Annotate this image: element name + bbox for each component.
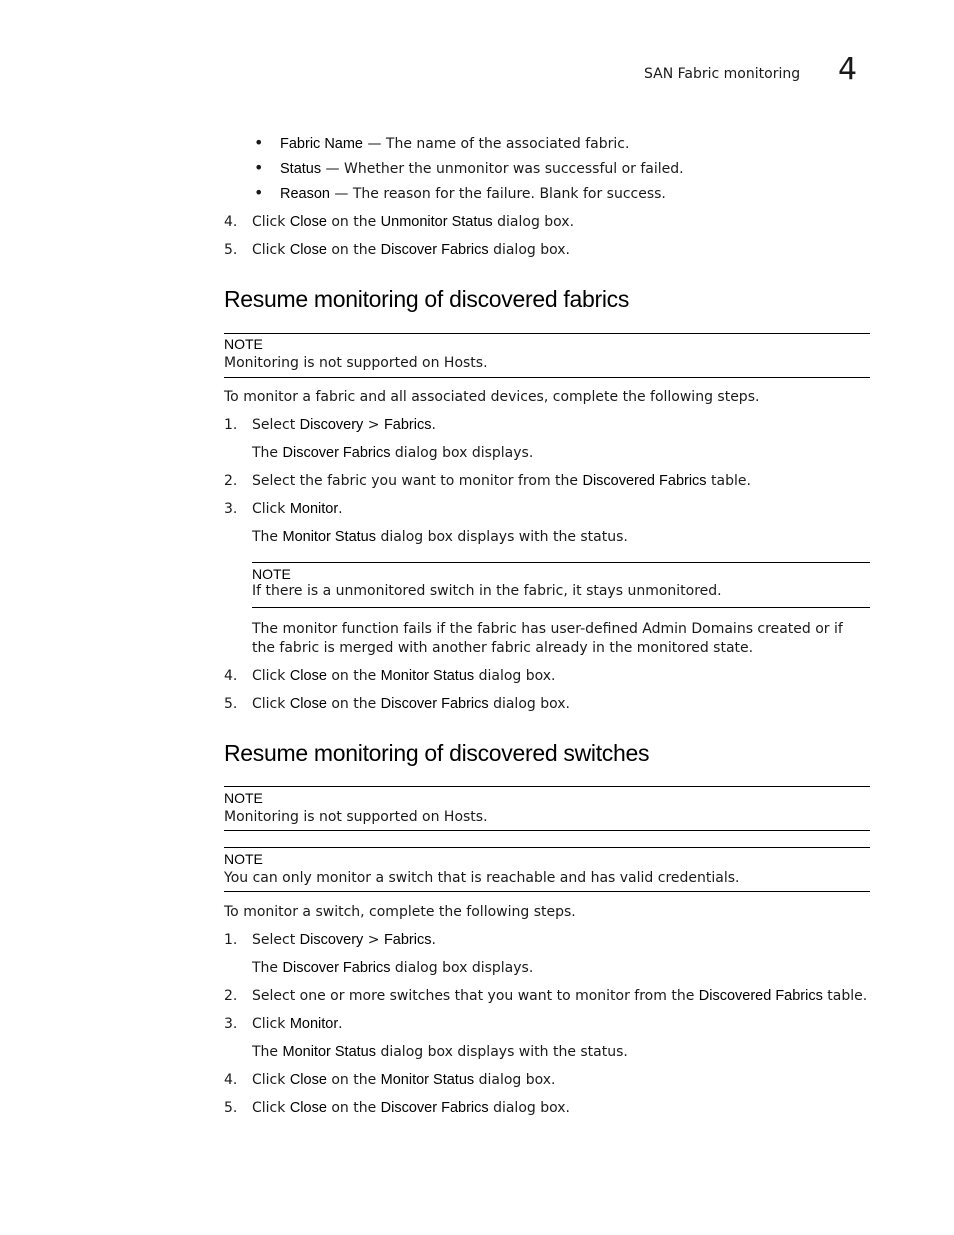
bullet-dot: • bbox=[254, 133, 264, 152]
ui-term: Close bbox=[289, 1100, 327, 1116]
text-run: Click bbox=[252, 501, 290, 517]
bullet-dot: • bbox=[254, 183, 264, 202]
ui-term: Monitor Status bbox=[282, 529, 376, 545]
text-run: dialog box displays. bbox=[390, 960, 534, 976]
note-rule-bottom bbox=[224, 377, 870, 378]
step-text bbox=[252, 695, 570, 713]
note-rule-top bbox=[224, 786, 870, 787]
text-run: Click bbox=[252, 214, 290, 230]
fail-paragraph: The monitor function fails if the fabric has user-defined Admin Domains created or if the fabric is merged with another fabric already in the monitored state. bbox=[252, 621, 843, 656]
step-number: 4. bbox=[224, 1072, 238, 1088]
text-run: Select bbox=[252, 417, 300, 433]
step-text bbox=[252, 416, 436, 434]
text-run: dialog box. bbox=[488, 242, 570, 258]
ui-term: Discovery bbox=[299, 932, 364, 948]
bullet-item bbox=[280, 135, 629, 153]
step-number: 5. bbox=[224, 1100, 238, 1116]
ui-term: Close bbox=[289, 214, 327, 230]
ui-term: Monitor bbox=[289, 1016, 339, 1032]
text-run: . bbox=[338, 1016, 343, 1032]
ui-term: Fabric Name bbox=[280, 136, 363, 152]
step-number: 2. bbox=[224, 988, 238, 1004]
note-text: You can only monitor a switch that is reachable and has valid credentials. bbox=[224, 870, 740, 886]
ui-term: Close bbox=[289, 696, 327, 712]
ui-term: Monitor bbox=[289, 501, 339, 517]
text-run: dialog box. bbox=[474, 668, 556, 684]
bullet-desc: — The name of the associated fabric. bbox=[363, 136, 630, 152]
step-number: 5. bbox=[224, 696, 238, 712]
text-run: table. bbox=[822, 988, 868, 1004]
text-run: Select one or more switches that you want to monitor from the bbox=[252, 988, 699, 1004]
text-run: > bbox=[363, 417, 384, 433]
ui-term: Discover Fabrics bbox=[282, 445, 391, 461]
step-text bbox=[252, 1015, 343, 1033]
text-run: dialog box. bbox=[474, 1072, 556, 1088]
step-number: 4. bbox=[224, 668, 238, 684]
text-run: table. bbox=[706, 473, 751, 489]
ui-term: Monitor Status bbox=[380, 1072, 475, 1088]
text-run: . bbox=[431, 417, 436, 433]
text-run: dialog box. bbox=[488, 696, 570, 712]
text-run: Select the fabric you want to monitor from the bbox=[252, 473, 583, 489]
text-run: Select bbox=[252, 932, 300, 948]
text-run: dialog box. bbox=[488, 1100, 570, 1116]
note-rule-top bbox=[224, 847, 870, 848]
note-rule-top bbox=[224, 333, 870, 334]
step-text bbox=[252, 1099, 570, 1117]
step-result bbox=[252, 959, 533, 977]
ui-term: Fabrics bbox=[383, 417, 432, 433]
bullet-item bbox=[280, 160, 684, 178]
note-label: NOTE bbox=[252, 566, 291, 582]
step-text bbox=[252, 241, 570, 259]
text-run: on the bbox=[326, 1072, 381, 1088]
ui-term: Close bbox=[289, 668, 327, 684]
step-number: 3. bbox=[224, 501, 238, 517]
note-rule-top bbox=[252, 562, 870, 563]
note-label: NOTE bbox=[224, 336, 263, 352]
note-text: Monitoring is not supported on Hosts. bbox=[224, 355, 488, 371]
ui-term: Discover Fabrics bbox=[380, 242, 489, 258]
ui-term: Close bbox=[289, 242, 327, 258]
text-run: Click bbox=[252, 1016, 290, 1032]
ui-term: Discovery bbox=[299, 417, 364, 433]
text-run: The bbox=[252, 960, 283, 976]
ui-term: Discovered Fabrics bbox=[698, 988, 823, 1004]
text-run: . bbox=[338, 501, 343, 517]
step-number: 5. bbox=[224, 242, 238, 258]
bullet-dot: • bbox=[254, 158, 264, 177]
chapter-number: 4 bbox=[838, 52, 858, 87]
note-label: NOTE bbox=[224, 790, 263, 806]
text-run: on the bbox=[326, 696, 381, 712]
step-number: 4. bbox=[224, 214, 238, 230]
text-run: Click bbox=[252, 668, 290, 684]
step-number: 1. bbox=[224, 417, 238, 433]
note-label: NOTE bbox=[224, 851, 263, 867]
text-run: . bbox=[431, 932, 436, 948]
text-run: Click bbox=[252, 1072, 290, 1088]
section-heading-fabrics: Resume monitoring of discovered fabrics bbox=[224, 286, 630, 312]
ui-term: Discovered Fabrics bbox=[582, 473, 707, 489]
text-run: Click bbox=[252, 1100, 290, 1116]
intro-text: To monitor a fabric and all associated devices, complete the following steps. bbox=[224, 389, 760, 405]
step-text bbox=[252, 931, 436, 949]
text-run: dialog box displays. bbox=[390, 445, 534, 461]
section-heading-switches: Resume monitoring of discovered switches bbox=[224, 740, 650, 766]
step-text bbox=[252, 472, 751, 490]
running-header-title: SAN Fabric monitoring bbox=[644, 66, 801, 82]
step-number: 1. bbox=[224, 932, 238, 948]
note-rule-bottom bbox=[224, 830, 870, 831]
step-text bbox=[252, 987, 867, 1005]
text-run: Click bbox=[252, 696, 290, 712]
intro-text: To monitor a switch, complete the following steps. bbox=[224, 904, 576, 920]
step-number: 2. bbox=[224, 473, 238, 489]
text-run: on the bbox=[326, 214, 381, 230]
text-run: on the bbox=[326, 1100, 381, 1116]
bullet-desc: — Whether the unmonitor was successful or failed. bbox=[321, 161, 684, 177]
bullet-item bbox=[280, 185, 666, 203]
step-result bbox=[252, 444, 533, 462]
note-text: Monitoring is not supported on Hosts. bbox=[224, 809, 488, 825]
ui-term: Close bbox=[289, 1072, 327, 1088]
note-text: If there is a unmonitored switch in the fabric, it stays unmonitored. bbox=[252, 583, 722, 599]
step-text bbox=[252, 213, 574, 231]
note-rule-bottom bbox=[252, 607, 870, 608]
ui-term: Reason bbox=[280, 186, 330, 202]
text-run: dialog box. bbox=[492, 214, 575, 230]
text-run: > bbox=[363, 932, 384, 948]
step-text bbox=[252, 1071, 556, 1089]
text-run: dialog box displays with the status. bbox=[376, 1044, 628, 1060]
text-run: dialog box displays with the status. bbox=[376, 529, 628, 545]
text-run: on the bbox=[326, 668, 381, 684]
note-rule-bottom bbox=[224, 891, 870, 892]
step-text bbox=[252, 667, 556, 685]
ui-term: Status bbox=[280, 161, 322, 177]
ui-term: Discover Fabrics bbox=[380, 696, 489, 712]
bullet-desc: — The reason for the failure. Blank for success. bbox=[329, 186, 666, 202]
ui-term: Discover Fabrics bbox=[380, 1100, 489, 1116]
step-result bbox=[252, 1043, 628, 1061]
text-run: The bbox=[252, 1044, 283, 1060]
step-result bbox=[252, 528, 628, 546]
ui-term: Unmonitor Status bbox=[380, 214, 493, 230]
step-text bbox=[252, 500, 343, 518]
ui-term: Discover Fabrics bbox=[282, 960, 391, 976]
ui-term: Fabrics bbox=[383, 932, 432, 948]
text-run: The bbox=[252, 445, 283, 461]
ui-term: Monitor Status bbox=[380, 668, 475, 684]
text-run: Click bbox=[252, 242, 290, 258]
text-run: The bbox=[252, 529, 283, 545]
text-run: on the bbox=[326, 242, 381, 258]
ui-term: Monitor Status bbox=[282, 1044, 376, 1060]
step-number: 3. bbox=[224, 1016, 238, 1032]
